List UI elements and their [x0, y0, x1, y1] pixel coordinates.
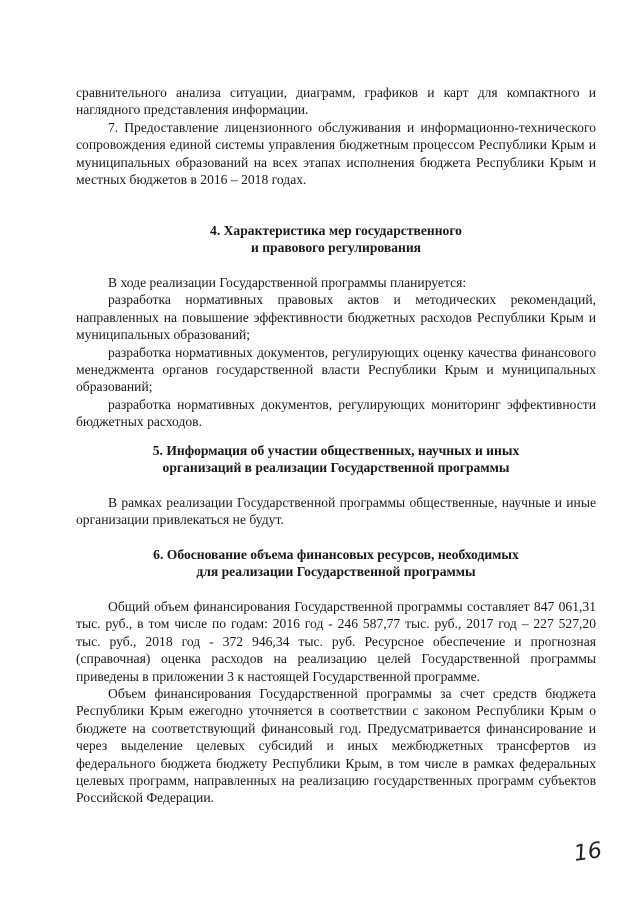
paragraph: сравнительного анализа ситуации, диаграмм, графиков и карт для компактного и наглядного представления информации.	[76, 85, 596, 118]
section-4-heading: 4. Характеристика мер государственного и правового регулирования	[210, 223, 462, 256]
section-4-body	[76, 274, 596, 431]
list-item: разработка нормативных документов, регулирующих оценку качества финансового менеджмента органов государственной власти Республики Крым и муниципальных образований;	[76, 344, 596, 395]
section-5-heading: 5. Информация об участии общественных, научных и иных организаций в реализации Государственной программы	[152, 443, 520, 476]
section-6-heading: 6. Обоснование объема финансовых ресурсов, необходимых для реализации Государственной программы	[153, 547, 519, 580]
list-item: разработка нормативных документов, регулирующих мониторинг эффективности бюджетных расходов.	[76, 396, 596, 430]
paragraph: В ходе реализации Государственной программы планируется:	[108, 275, 467, 290]
section-5-body	[76, 494, 596, 529]
paragraph: Объем финансирования Государственной программы за счет средств бюджета Республики Крым ежегодно уточняется в соответствии с законом Республики Крым о бюджете на соответствующий финансовый год. Предусматривается финансирование и через выделение целевых субсидий и иных межбюджетных трансфертов из федерального бюджета бюджету Республики Крым, в том числе в рамках федеральных целевых программ, направленных на реализацию государственных программ субъектов Российской Федерации.	[76, 686, 596, 806]
paragraph-item-7: 7. Предоставление лицензионного обслуживания и информационно-технического сопровождения единой системы управления бюджетным процессом Республики Крым и муниципальных образований на всех этапах исполнения бюджета Республики Крым и местных бюджетов в 2016 – 2018 годах.	[76, 119, 596, 188]
page-number: 16	[572, 838, 604, 867]
section-6-body	[76, 598, 596, 807]
intro-block	[76, 84, 596, 188]
paragraph: Общий объем финансирования Государственной программы составляет 847 061,31 тыс. руб., в том числе по годам: 2016 год - 246 587,77 тыс. руб., 2017 год – 227 527,20 тыс. руб., 2018 год - 372 946,34 тыс. руб. Ресурсное обеспечение и прогнозная (справочная) оценка расходов на реализацию целей Государственной программы приведены в приложении 3 к настоящей Государственной программе.	[76, 599, 596, 684]
paragraph: В рамках реализации Государственной программы общественные, научные и иные организации привлекаться не будут.	[76, 495, 596, 528]
list-item: разработка нормативных правовых актов и методических рекомендаций, направленных на повышение эффективности бюджетных расходов Республики Крым и муниципальных образований;	[76, 292, 596, 343]
